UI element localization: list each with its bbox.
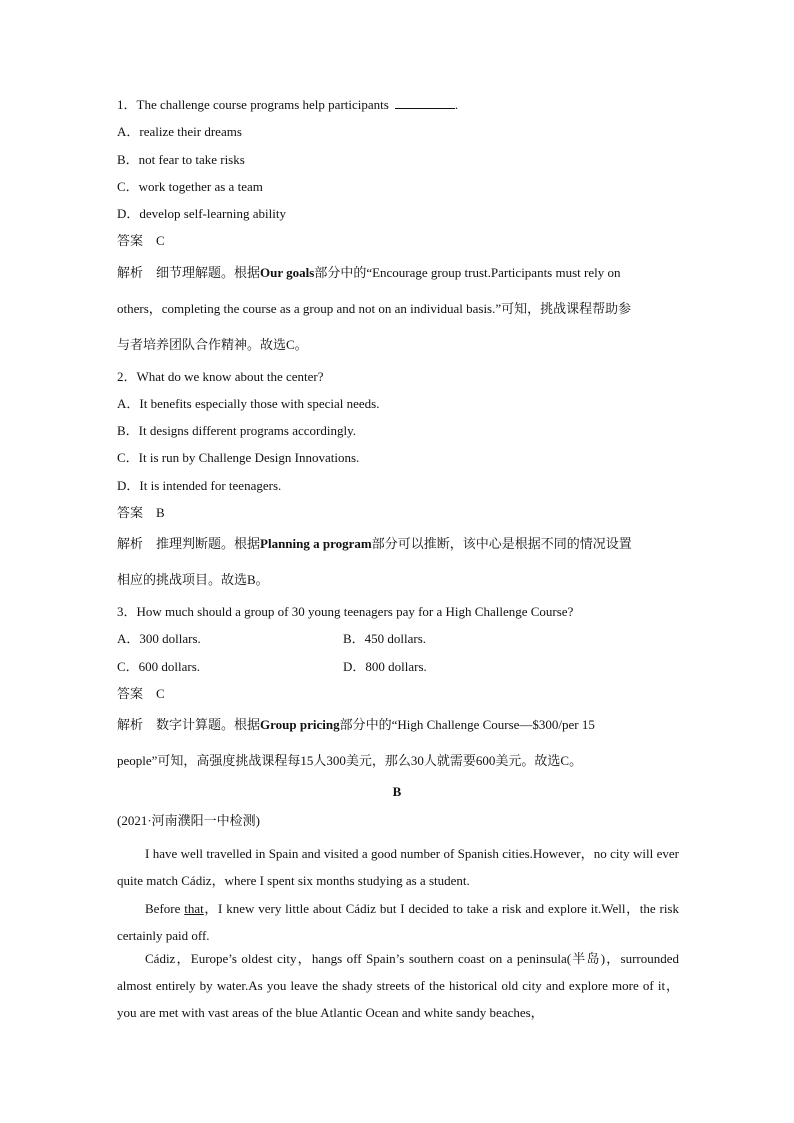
q2-answer: 答案 B xyxy=(117,505,165,520)
q2-explanation-line1 xyxy=(117,535,632,553)
q2-option-c: C．It is run by Challenge Design Innovations. xyxy=(117,450,360,465)
q3-question: 3．How much should a group of 30 young teenagers pay for a High Challenge Course? xyxy=(117,604,574,619)
expl-rest: 部分中的“High Challenge Course—$300/per 15 xyxy=(339,717,595,732)
expl-rest: 部分中的“Encourage group trust.Participants must rely on xyxy=(314,265,621,280)
q1-option-a: A．realize their dreams xyxy=(117,124,242,139)
passage-paragraph-2 xyxy=(117,895,679,949)
passage-paragraph-1: I have well travelled in Spain and visited a good number of Spanish cities.However，no city will ever quite match Cádiz，where I spent six months studying as a student. xyxy=(117,846,679,888)
q3-option-a: A．300 dollars. xyxy=(117,631,201,646)
expl-bold: Our goals xyxy=(260,265,315,280)
p2-rest: ，I knew very little about Cádiz but I decided to take a risk and explore it.Well，the risk certainly paid off. xyxy=(117,901,679,943)
expl-lead: 解析 数字计算题。根据 xyxy=(117,717,261,732)
section-heading: B xyxy=(392,784,402,799)
q1-stem: 1．The challenge course programs help participants xyxy=(117,97,389,112)
q3-explanation-line2: people”可知，高强度挑战课程每15人300美元，那么30人就需要600美元。故选C。 xyxy=(117,753,583,768)
q1-explanation-line3: 与者培养团队合作精神。故选C。 xyxy=(117,337,308,352)
expl-bold: Group pricing xyxy=(260,717,340,732)
q3-answer: 答案 C xyxy=(117,686,165,701)
q3-explanation-line1 xyxy=(117,716,595,734)
underlined-word: that xyxy=(184,901,204,916)
passage-source: (2021·河南濮阳一中检测) xyxy=(117,813,260,828)
q2-option-d: D．It is intended for teenagers. xyxy=(117,478,282,493)
q1-option-b: B．not fear to take risks xyxy=(117,152,245,167)
q2-option-a: A．It benefits especially those with special needs. xyxy=(117,396,380,411)
q2-explanation-line2: 相应的挑战项目。故选B。 xyxy=(117,572,269,587)
q1-answer: 答案 C xyxy=(117,233,165,248)
answer-blank xyxy=(395,96,455,109)
q1-question xyxy=(117,96,458,114)
q3-option-d: D．800 dollars. xyxy=(343,659,427,674)
q1-period: . xyxy=(454,97,459,112)
q2-option-b: B．It designs different programs accordingly. xyxy=(117,423,356,438)
q3-option-b: B．450 dollars. xyxy=(343,631,427,646)
p2-start: Before xyxy=(145,901,185,916)
q1-explanation-line1 xyxy=(117,264,621,282)
expl-bold: Planning a program xyxy=(260,536,372,551)
q3-option-c: C．600 dollars. xyxy=(117,659,201,674)
q1-option-d: D．develop self-learning ability xyxy=(117,206,286,221)
passage-paragraph-3: Cádiz，Europe’s oldest city，hangs off Spain’s southern coast on a peninsula(半岛)，surrounded almost entirely by water.As you leave the shady streets of the historical old city and explore more of it，you are met with vast areas of the blue Atlantic Ocean and white sandy beaches， xyxy=(117,951,679,1020)
q1-explanation-line2: others，completing the course as a group and not on an individual basis.”可知，挑战课程帮助参 xyxy=(117,301,632,316)
expl-lead: 解析 推理判断题。根据 xyxy=(117,536,261,551)
q2-question: 2．What do we know about the center? xyxy=(117,369,324,384)
q1-option-c: C．work together as a team xyxy=(117,179,263,194)
expl-lead: 解析 细节理解题。根据 xyxy=(117,265,261,280)
expl-rest: 部分可以推断，该中心是根据不同的情况设置 xyxy=(371,536,632,551)
